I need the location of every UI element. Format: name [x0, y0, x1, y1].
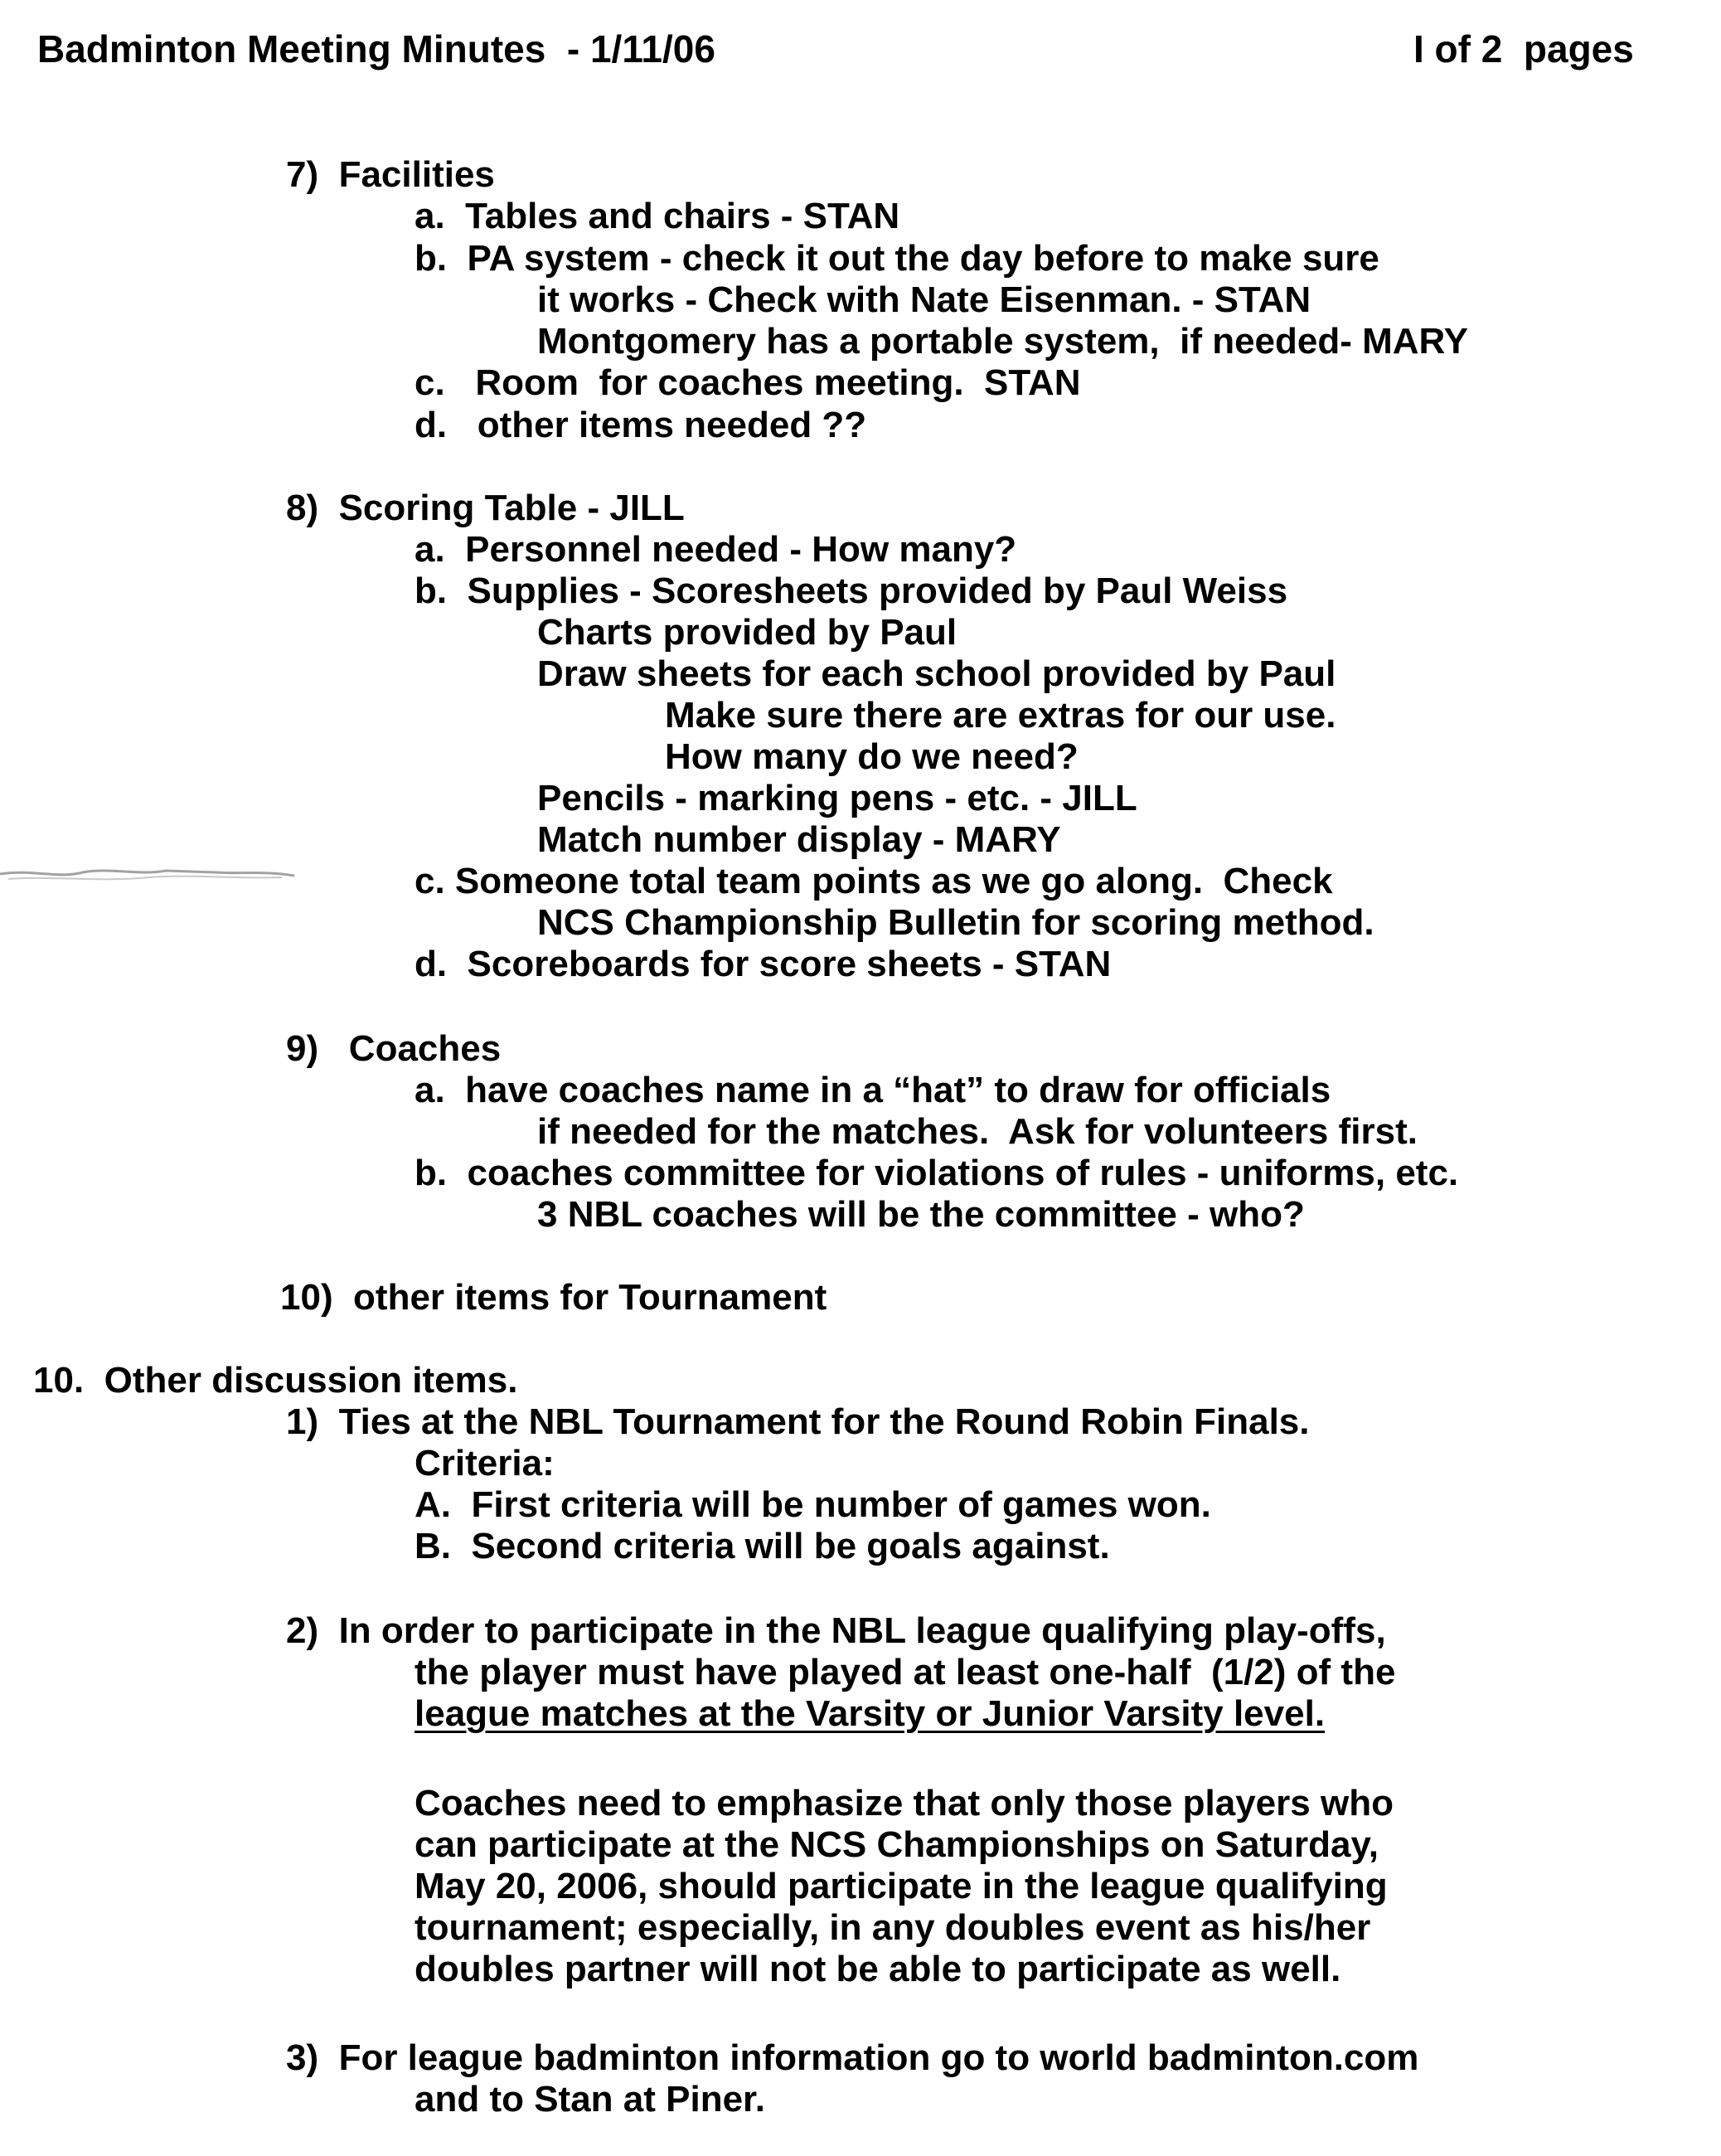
other-items-heading: 10) other items for Tournament: [280, 1277, 827, 1318]
discussion-item-2-line3: league matches at the Varsity or Junior Varsity level.: [414, 1693, 1326, 1734]
coaches-heading: 9) Coaches: [286, 1028, 502, 1069]
scoring-heading: 8) Scoring Table - JILL: [286, 488, 685, 528]
scoring-item-d: d. Scoreboards for score sheets - STAN: [414, 944, 1112, 984]
discussion-item-1-criteria-b: B. Second criteria will be goals against.: [414, 1526, 1110, 1566]
scoring-item-b-line2: Charts provided by Paul: [537, 612, 957, 653]
scoring-item-b-line6: Pencils - marking pens - etc. - JILL: [537, 778, 1137, 818]
discussion-item-1: 1) Ties at the NBL Tournament for the Round Robin Finals.: [286, 1401, 1310, 1442]
scoring-item-b-line5: How many do we need?: [665, 736, 1079, 777]
scoring-item-b-line7: Match number display - MARY: [537, 819, 1061, 860]
discussion-item-1-line2: Criteria:: [414, 1443, 555, 1483]
discussion-item-3: 3) For league badminton information go to world badminton.com: [286, 2037, 1419, 2078]
facilities-item-a: a. Tables and chairs - STAN: [414, 196, 900, 236]
scoring-item-c-line2: NCS Championship Bulletin for scoring method.: [537, 902, 1374, 943]
discussion-item-2-line2: the player must have played at least one-half (1/2) of the: [414, 1652, 1396, 1692]
coaches-note-line4: tournament; especially, in any doubles event as his/her: [414, 1907, 1371, 1948]
facilities-item-d: d. other items needed ??: [414, 405, 867, 445]
coaches-item-a-line2: if needed for the matches. Ask for volunteers first.: [537, 1111, 1418, 1152]
coaches-item-b-line2: 3 NBL coaches will be the committee - who?: [537, 1194, 1305, 1235]
coaches-note-line3: May 20, 2006, should participate in the league qualifying: [414, 1866, 1388, 1906]
scoring-item-b-line4: Make sure there are extras for our use.: [665, 695, 1336, 736]
coaches-note-line1: Coaches need to emphasize that only those players who: [414, 1783, 1394, 1823]
scoring-item-b: b. Supplies - Scoresheets provided by Paul Weiss: [414, 571, 1288, 611]
scan-smudge: [0, 854, 315, 887]
scoring-item-a: a. Personnel needed - How many?: [414, 529, 1017, 570]
coaches-note-line2: can participate at the NCS Championships on Saturday,: [414, 1824, 1379, 1865]
facilities-item-b-line3: Montgomery has a portable system, if needed- MARY: [537, 321, 1469, 362]
coaches-note-line5: doubles partner will not be able to participate as well.: [414, 1949, 1341, 1989]
document-title: Badminton Meeting Minutes - 1/11/06: [37, 27, 715, 70]
discussion-item-2: 2) In order to participate in the NBL league qualifying play-offs,: [286, 1610, 1386, 1651]
facilities-heading: 7) Facilities: [286, 154, 495, 195]
facilities-item-c: c. Room for coaches meeting. STAN: [414, 362, 1081, 403]
discussion-heading: 10. Other discussion items.: [33, 1360, 518, 1401]
coaches-item-a: a. have coaches name in a “hat” to draw for officials: [414, 1070, 1331, 1110]
facilities-item-b-line2: it works - Check with Nate Eisenman. - STAN: [537, 279, 1311, 320]
scoring-item-b-line3: Draw sheets for each school provided by Paul: [537, 653, 1336, 694]
page-indicator: I of 2 pages: [1413, 27, 1634, 70]
discussion-item-3-line2: and to Stan at Piner.: [414, 2079, 765, 2120]
discussion-item-1-criteria-a: A. First criteria will be number of games won.: [414, 1484, 1211, 1525]
coaches-item-b: b. coaches committee for violations of rules - uniforms, etc.: [414, 1153, 1459, 1193]
scoring-item-c: c. Someone total team points as we go along. Check: [414, 861, 1333, 901]
facilities-item-b: b. PA system - check it out the day before to make sure: [414, 238, 1379, 279]
